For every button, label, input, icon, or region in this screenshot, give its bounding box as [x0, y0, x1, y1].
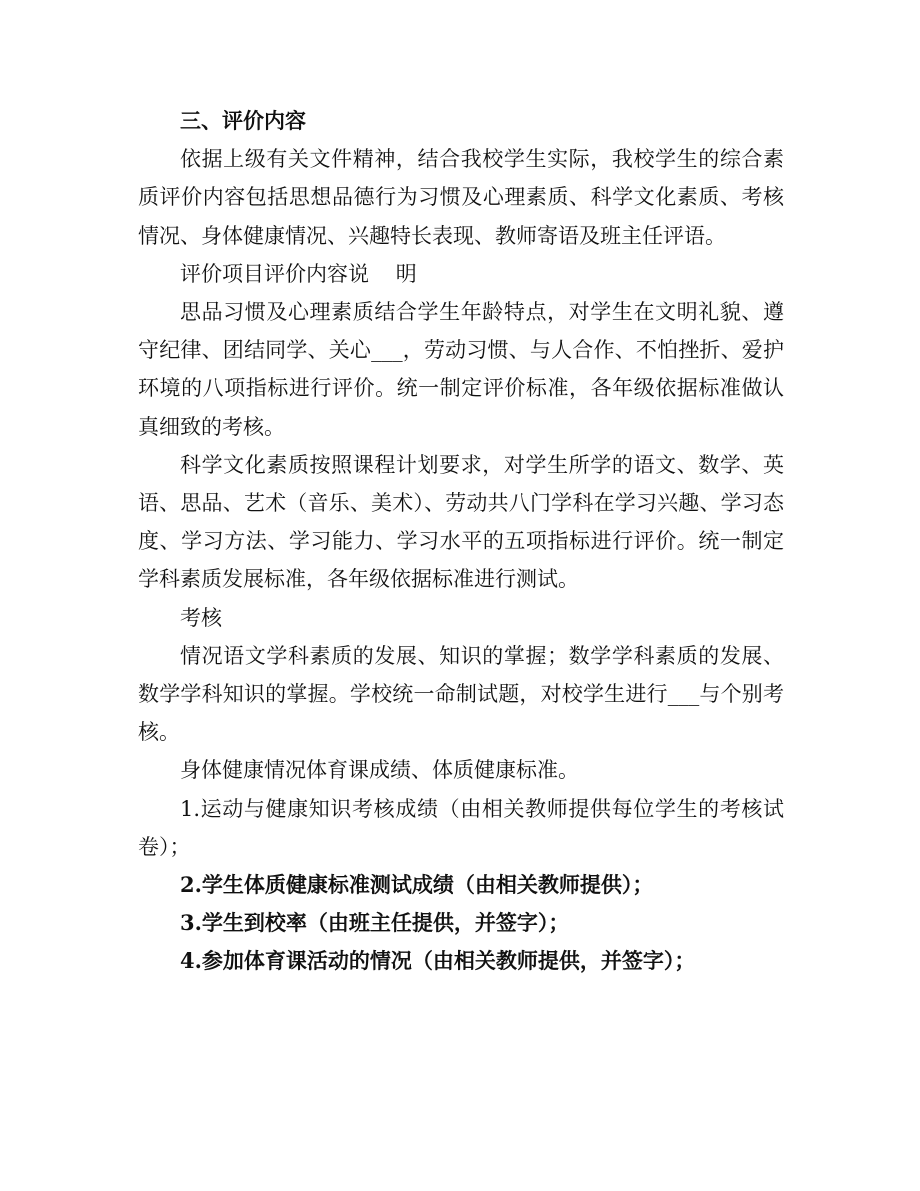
- paragraph-overview: 依据上级有关文件精神，结合我校学生实际，我校学生的综合素质评价内容包括思想品德行为习惯及心理素质、科学文化素质、考核情况、身体健康情况、兴趣特长表现、教师寄语及班主任评语。: [138, 147, 784, 248]
- paragraph-science-culture: 科学文化素质按照课程计划要求，对学生所学的语文、数学、英语、思品、艺术（音乐、美术）、劳动共八门学科在学习兴趣、学习态度、学习方法、学习能力、学习水平的五项指标进行评价。统一制定学科素质发展标准，各年级依据标准进行测试。: [138, 452, 784, 592]
- paragraph-assessment-detail: 情况语文学科素质的发展、知识的掌握；数学学科素质的发展、数学学科知识的掌握。学校统一命制试题，对校学生进行___与个别考核。: [138, 643, 784, 745]
- list-item-4: 4.参加体育课活动的情况（由相关教师提供，并签字）；: [180, 948, 696, 974]
- list-item-1: 1.运动与健康知识考核成绩（由相关教师提供每位学生的考核试卷）；: [138, 796, 784, 859]
- paragraph-moral-habits: 思品习惯及心理素质结合学生年龄特点，对学生在文明礼貌、遵守纪律、团结同学、关心___，劳动习惯、与人合作、不怕挫折、爱护环境的八项指标进行评价。统一制定评价标准，各年级依据标准做认真细致的考核。: [138, 300, 784, 439]
- paragraph-physical-health: 身体健康情况体育课成绩、体质健康标准。: [180, 758, 579, 783]
- document-body: [138, 102, 784, 981]
- paragraph-assessment-label: 考核: [180, 605, 222, 630]
- list-item-3: 3.学生到校率（由班主任提供，并签字）；: [180, 910, 570, 936]
- paragraph-table-header: 评价项目评价内容说 明: [180, 261, 417, 286]
- list-item-2: 2.学生体质健康标准测试成绩（由相关教师提供）；: [180, 872, 654, 898]
- section-heading: 三、评价内容: [180, 108, 306, 133]
